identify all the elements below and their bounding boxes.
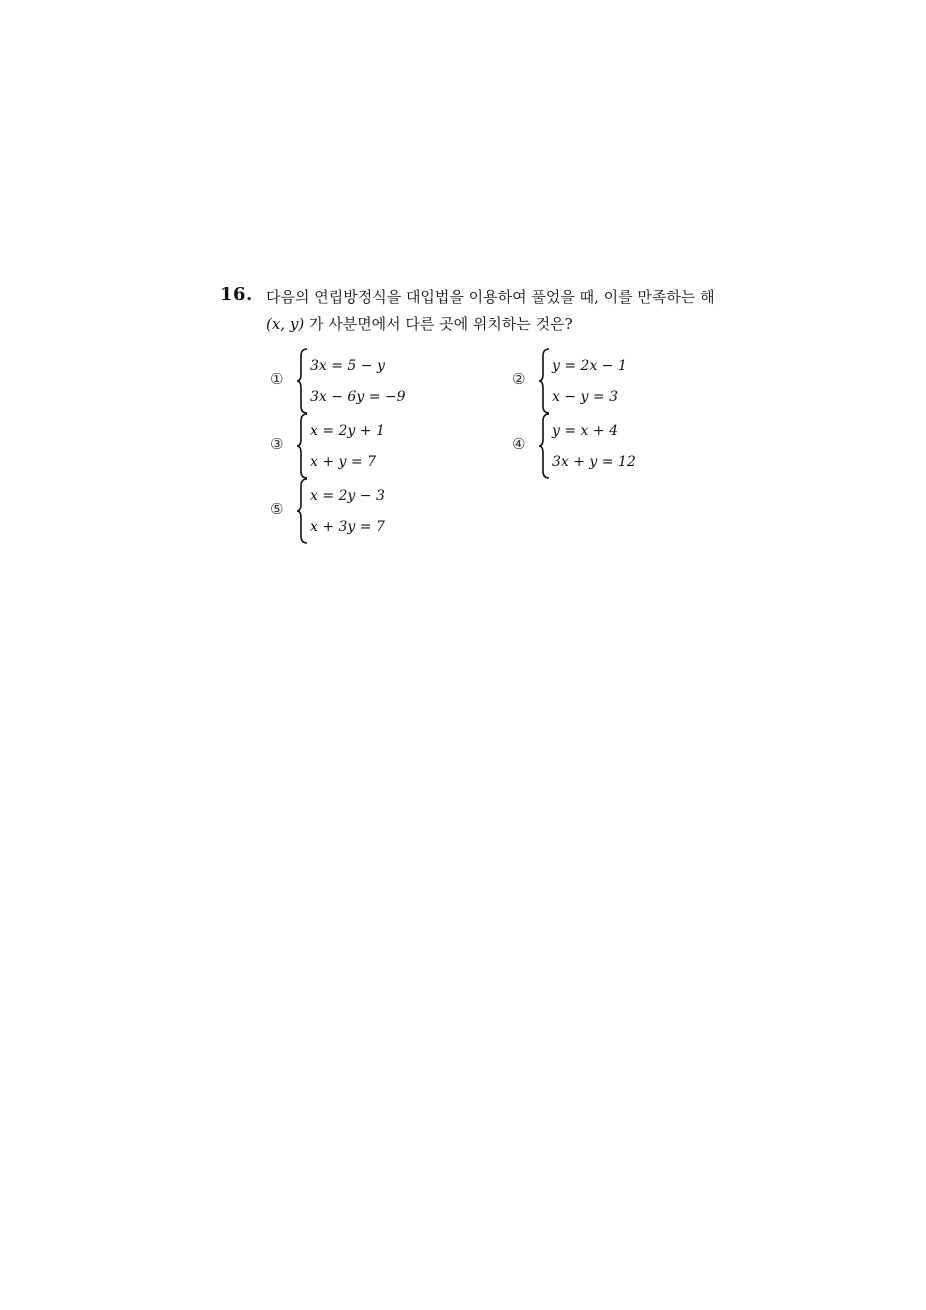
equation-2: x + y = 7: [310, 454, 376, 470]
equation-1: 3x = 5 − y: [310, 358, 385, 374]
equation-1: y = x + 4: [552, 423, 618, 439]
equation-2: x + 3y = 7: [310, 519, 385, 535]
left-brace-icon: [538, 413, 550, 479]
choice-3[interactable]: [270, 413, 520, 479]
equation-2: x − y = 3: [552, 389, 618, 405]
choice-marker: ④: [512, 435, 526, 453]
choice-marker: ①: [270, 370, 284, 388]
question-line-2: [266, 313, 573, 334]
equation-2: 3x + y = 12: [552, 454, 636, 470]
choice-1[interactable]: [270, 348, 520, 414]
choice-marker: ⑤: [270, 500, 284, 518]
question-line-1: 다음의 연립방정식을 대입법을 이용하여 풀었을 때, 이를 만족하는 해: [266, 288, 715, 306]
choice-marker: ②: [512, 370, 526, 388]
problem-number: 16.: [220, 284, 253, 305]
equation-1: y = 2x − 1: [552, 358, 627, 374]
choice-marker: ③: [270, 435, 284, 453]
choice-4[interactable]: [512, 413, 762, 479]
solution-pair: (x, y): [266, 315, 305, 333]
equation-1: x = 2y − 3: [310, 488, 385, 504]
equation-1: x = 2y + 1: [310, 423, 385, 439]
choice-2[interactable]: [512, 348, 762, 414]
left-brace-icon: [296, 478, 308, 544]
question-text: 가 사분면에서 다른 곳에 위치하는 것은?: [304, 315, 573, 333]
choice-5[interactable]: [270, 478, 520, 544]
equation-2: 3x − 6y = −9: [310, 389, 406, 405]
left-brace-icon: [296, 348, 308, 414]
left-brace-icon: [538, 348, 550, 414]
left-brace-icon: [296, 413, 308, 479]
